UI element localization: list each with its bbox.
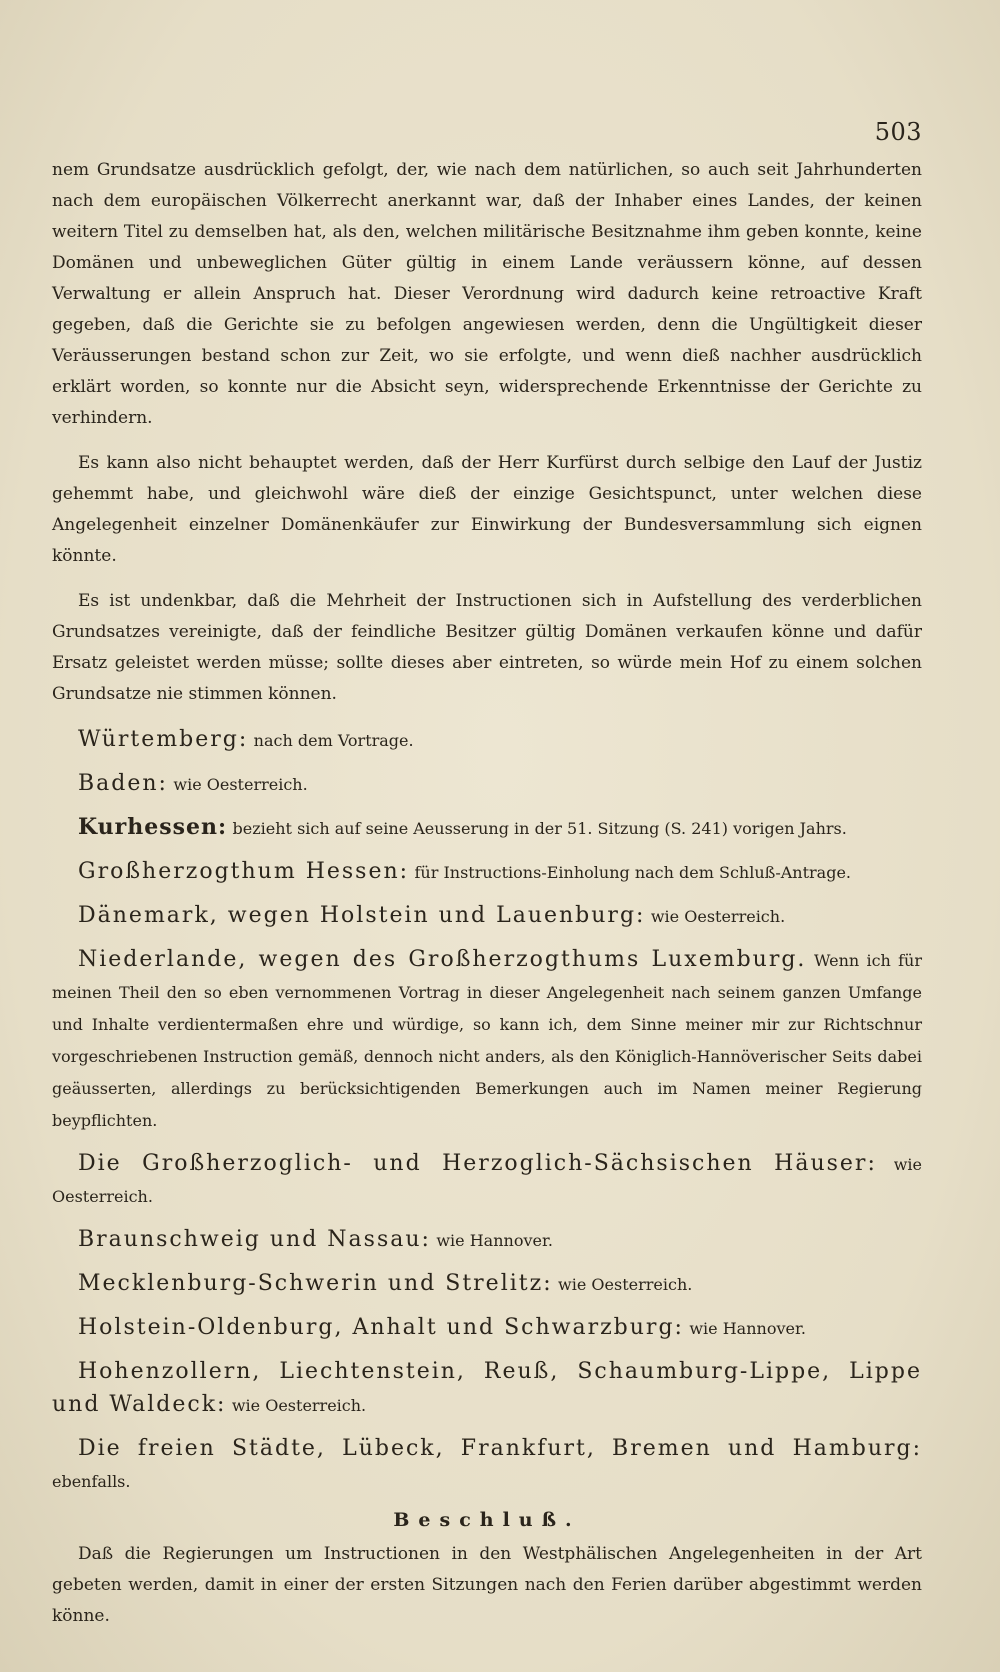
vote-saechsische-haeuser: Die Großherzoglich- und Herzoglich-Sächsischen Häuser: wie Oesterreich. xyxy=(52,1151,922,1206)
page-number: 503 xyxy=(874,118,922,146)
vote-kurhessen: Kurhessen: bezieht sich auf seine Aeusserung in der 51. Sitzung (S. 241) vorigen Jahrs. xyxy=(78,814,847,840)
vote-baden: Baden: wie Oesterreich. xyxy=(78,771,308,796)
paragraph-kurfuerst: Es kann also nicht behauptet werden, daß der Herr Kurfürst durch selbige den Lauf der Justiz gehemmt habe, und gleichwohl wäre dieß der einzige Gesichtspunct, unter welchen diese Angelegenheit einzelner Domänenkäufer zur Einwirkung der Bundesversammlung sich eignen könnte. xyxy=(52,453,922,566)
vote-wuertemberg: Würtemberg: nach dem Vortrage. xyxy=(78,727,414,752)
vote-holstein-oldenburg: Holstein-Oldenburg, Anhalt und Schwarzburg: wie Hannover. xyxy=(78,1315,806,1340)
vote-niederlande: Niederlande, wegen des Großherzogthums Luxemburg. Wenn ich für meinen Theil den so eben vernommenen Vortrag in dieser Angelegenheit nach seinem ganzen Umfange und Inhalte verdientermaßen ehre und würdige, so kann ich, dem Sinne meiner mir zur Richtschnur vorgeschriebenen Instruction gemäß, dennoch nicht anders, als den Königlich-Hannöverischer Seits dabei geäusserten, allerdings zu berücksichtigenden Bemerkungen auch im Namen meiner Regierung beypflichten. xyxy=(52,947,922,1130)
vote-hohenzollern: Hohenzollern, Liechtenstein, Reuß, Schaumburg-Lippe, Lippe und Waldeck: wie Oesterreich. xyxy=(52,1359,922,1417)
vote-daenemark: Dänemark, wegen Holstein und Lauenburg: wie Oesterreich. xyxy=(78,903,786,928)
page-content xyxy=(52,155,922,1632)
resolution-heading: Beschluß. xyxy=(393,1509,581,1531)
paragraph-undenkbar: Es ist undenkbar, daß die Mehrheit der Instructionen sich in Aufstellung des verderblichen Grundsatzes vereinigte, daß der feindliche Besitzer gültig Domänen verkaufen könne und dafür Ersatz geleistet werden müsse; sollte dieses aber eintreten, so würde mein Hof zu einem solchen Grundsatze nie stimmen können. xyxy=(52,591,922,704)
vote-grossherzogthum-hessen: Großherzogthum Hessen: für Instructions-Einholung nach dem Schluß-Antrage. xyxy=(78,859,851,884)
vote-braunschweig-nassau: Braunschweig und Nassau: wie Hannover. xyxy=(78,1227,553,1252)
resolution-text: Daß die Regierungen um Instructionen in den Westphälischen Angelegenheiten in der Art gebeten werden, damit in einer der ersten Sitzungen nach den Ferien darüber abgestimmt werden könne. xyxy=(52,1544,922,1626)
paragraph-continuation: nem Grundsatze ausdrücklich gefolgt, der, wie nach dem natürlichen, so auch seit Jahrhunderten nach dem europäischen Völkerrecht anerkannt war, daß der Inhaber eines Landes, der keinen weitern Titel zu demselben hat, als den, welchen militärische Besitznahme ihm geben konnte, keine Domänen und unbeweglichen Güter gültig in einem Lande veräussern könne, auf dessen Verwaltung er allein Anspruch hat. Dieser Verordnung wird dadurch keine retroactive Kraft gegeben, daß die Gerichte sie zu befolgen angewiesen werden, denn die Ungültigkeit dieser Veräusserungen bestand schon zur Zeit, wo sie erfolgte, und wenn dieß nachher ausdrücklich erklärt worden, so konnte nur die Absicht seyn, widersprechende Erkenntnisse der Gerichte zu verhindern. xyxy=(52,160,922,428)
vote-freie-staedte: Die freien Städte, Lübeck, Frankfurt, Bremen und Hamburg: ebenfalls. xyxy=(52,1436,922,1491)
vote-mecklenburg: Mecklenburg-Schwerin und Strelitz: wie Oesterreich. xyxy=(78,1271,693,1296)
